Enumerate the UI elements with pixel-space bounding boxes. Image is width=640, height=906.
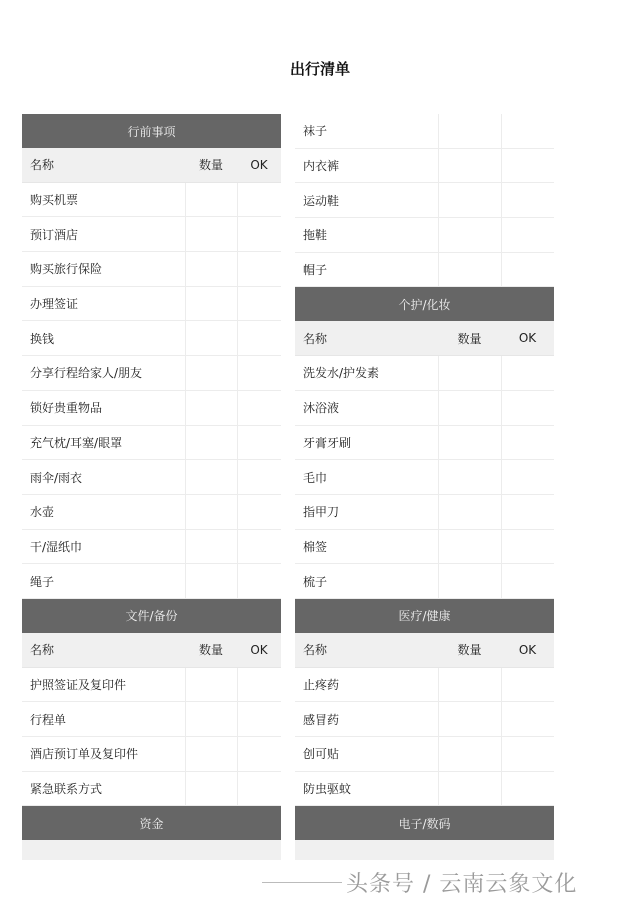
- column-qty-label: 数量: [198, 158, 223, 173]
- column-header-row: [22, 633, 281, 668]
- item-name: 内衣裤: [303, 159, 340, 174]
- item-ok-cell[interactable]: [501, 668, 554, 702]
- checklist-row: [22, 564, 281, 599]
- checklist-row: [22, 495, 281, 530]
- item-name: 行程单: [30, 712, 67, 727]
- item-name: 防虫驱蚊: [303, 782, 352, 797]
- item-name: 梳子: [303, 574, 328, 589]
- section-header-care: 个护/化妆: [295, 287, 554, 321]
- item-qty-cell[interactable]: [185, 183, 237, 217]
- item-ok-cell[interactable]: [501, 426, 554, 460]
- item-name: 感冒药: [303, 712, 340, 727]
- checklist-row: [22, 737, 281, 772]
- item-qty-cell[interactable]: [438, 183, 501, 217]
- item-ok-cell[interactable]: [501, 702, 554, 736]
- checklist-row: [22, 426, 281, 461]
- item-qty-cell[interactable]: [438, 495, 501, 529]
- item-name: 袜子: [303, 124, 328, 139]
- item-qty-cell[interactable]: [438, 426, 501, 460]
- checklist-row: [295, 772, 554, 807]
- item-ok-cell[interactable]: [237, 321, 281, 355]
- item-qty-cell[interactable]: [185, 737, 237, 771]
- funds-section-body: [22, 840, 281, 860]
- item-qty-cell[interactable]: [438, 356, 501, 390]
- item-qty-cell[interactable]: [185, 702, 237, 736]
- item-qty-cell[interactable]: [438, 218, 501, 252]
- item-qty-cell[interactable]: [438, 149, 501, 183]
- item-ok-cell[interactable]: [501, 460, 554, 494]
- clothing-list: [295, 114, 554, 287]
- checklist-row: [295, 530, 554, 565]
- item-qty-cell[interactable]: [185, 495, 237, 529]
- item-name: 洗发水/护发素: [303, 366, 380, 381]
- checklist-row: [22, 217, 281, 252]
- item-ok-cell[interactable]: [501, 391, 554, 425]
- column-name-label: 名称: [303, 643, 328, 658]
- item-ok-cell[interactable]: [501, 530, 554, 564]
- item-qty-cell[interactable]: [438, 564, 501, 598]
- item-qty-cell[interactable]: [438, 737, 501, 771]
- watermark-text: 头条号 / 云南云象文化: [346, 871, 578, 897]
- item-ok-cell[interactable]: [501, 149, 554, 183]
- right-column: [295, 114, 554, 860]
- item-ok-cell[interactable]: [237, 737, 281, 771]
- item-ok-cell[interactable]: [501, 253, 554, 287]
- item-name: 换钱: [30, 331, 55, 346]
- item-name: 雨伞/雨衣: [30, 470, 83, 485]
- item-qty-cell[interactable]: [438, 391, 501, 425]
- item-ok-cell[interactable]: [237, 287, 281, 321]
- item-ok-cell[interactable]: [237, 183, 281, 217]
- item-name: 购买机票: [30, 193, 79, 208]
- item-ok-cell[interactable]: [237, 530, 281, 564]
- item-name: 创可贴: [303, 747, 340, 762]
- checklist-row: [295, 495, 554, 530]
- checklist-row: [22, 391, 281, 426]
- item-ok-cell[interactable]: [237, 668, 281, 702]
- item-qty-cell[interactable]: [185, 287, 237, 321]
- checklist-row: [22, 287, 281, 322]
- checklist-row: [22, 668, 281, 703]
- item-name: 分享行程给家人/朋友: [30, 366, 143, 381]
- watermark: [262, 866, 632, 898]
- item-name: 牙膏牙刷: [303, 435, 352, 450]
- item-qty-cell[interactable]: [438, 253, 501, 287]
- item-ok-cell[interactable]: [501, 114, 554, 148]
- page-title: 出行清单: [289, 60, 350, 78]
- section-header-medical: 医疗/健康: [295, 599, 554, 633]
- item-name: 酒店预订单及复印件: [30, 747, 139, 762]
- item-name: 毛巾: [303, 470, 328, 485]
- column-ok-label: OK: [250, 642, 268, 657]
- item-name: 绳子: [30, 574, 55, 589]
- section-header-electronics: 电子/数码: [295, 806, 554, 840]
- section-header-documents: 文件/备份: [22, 599, 281, 633]
- checklist-row: [295, 183, 554, 218]
- left-column: [22, 114, 281, 860]
- item-ok-cell[interactable]: [501, 356, 554, 390]
- item-ok-cell[interactable]: [501, 495, 554, 529]
- item-name: 购买旅行保险: [30, 262, 103, 277]
- item-qty-cell[interactable]: [185, 321, 237, 355]
- item-name: 紧急联系方式: [30, 782, 103, 797]
- column-header-row: [295, 633, 554, 668]
- item-qty-cell[interactable]: [185, 460, 237, 494]
- item-ok-cell[interactable]: [501, 737, 554, 771]
- item-ok-cell[interactable]: [237, 495, 281, 529]
- checklist-row: [295, 114, 554, 149]
- section-header-funds: 资金: [22, 806, 281, 840]
- checklist-row: [295, 253, 554, 288]
- checklist-row: [295, 737, 554, 772]
- checklist-row: [295, 702, 554, 737]
- item-ok-cell[interactable]: [237, 391, 281, 425]
- checklist-row: [295, 218, 554, 253]
- item-qty-cell[interactable]: [438, 668, 501, 702]
- item-qty-cell[interactable]: [185, 356, 237, 390]
- item-name: 帽子: [303, 263, 328, 278]
- item-name: 指甲刀: [303, 505, 340, 520]
- checklist-row: [22, 772, 281, 807]
- column-name-label: 名称: [303, 331, 328, 346]
- checklist-row: [22, 252, 281, 287]
- checklist-row: [295, 149, 554, 184]
- checklist-row: [295, 460, 554, 495]
- column-name-label: 名称: [30, 158, 55, 173]
- item-ok-cell[interactable]: [501, 183, 554, 217]
- item-name: 干/湿纸巾: [30, 539, 83, 554]
- item-qty-cell[interactable]: [185, 530, 237, 564]
- item-ok-cell[interactable]: [501, 218, 554, 252]
- item-ok-cell[interactable]: [501, 772, 554, 806]
- item-qty-cell[interactable]: [438, 702, 501, 736]
- item-qty-cell[interactable]: [185, 668, 237, 702]
- item-qty-cell[interactable]: [185, 426, 237, 460]
- item-name: 沐浴液: [303, 401, 340, 416]
- item-name: 办理签证: [30, 297, 79, 312]
- checklist-row: [22, 183, 281, 218]
- watermark-line: [262, 882, 342, 883]
- checklist-row: [22, 460, 281, 495]
- item-qty-cell[interactable]: [438, 114, 501, 148]
- item-name: 运动鞋: [303, 193, 340, 208]
- item-qty-cell[interactable]: [438, 772, 501, 806]
- item-qty-cell[interactable]: [185, 391, 237, 425]
- column-qty-label: 数量: [198, 643, 223, 658]
- item-qty-cell[interactable]: [185, 252, 237, 286]
- column-ok-label: OK: [518, 331, 537, 346]
- item-ok-cell[interactable]: [237, 772, 281, 806]
- column-header-row: [22, 148, 281, 183]
- column-header-row: [295, 321, 554, 356]
- item-ok-cell[interactable]: [237, 252, 281, 286]
- column-ok-label: OK: [250, 157, 268, 172]
- checklist-row: [22, 702, 281, 737]
- item-name: 水壶: [30, 505, 55, 520]
- item-ok-cell[interactable]: [237, 217, 281, 251]
- item-qty-cell[interactable]: [185, 564, 237, 598]
- item-ok-cell[interactable]: [237, 460, 281, 494]
- item-name: 充气枕/耳塞/眼罩: [30, 435, 123, 450]
- item-name: 拖鞋: [303, 228, 328, 243]
- documents-list: [22, 668, 281, 807]
- item-qty-cell[interactable]: [438, 530, 501, 564]
- checklist-row: [295, 564, 554, 599]
- checklist-row: [295, 391, 554, 426]
- care-list: [295, 356, 554, 599]
- checklist-row: [22, 321, 281, 356]
- item-qty-cell[interactable]: [185, 772, 237, 806]
- section-header-pre-trip: 行前事项: [22, 114, 281, 148]
- item-qty-cell[interactable]: [185, 217, 237, 251]
- item-name: 预订酒店: [30, 227, 79, 242]
- item-qty-cell[interactable]: [438, 460, 501, 494]
- checklist-row: [295, 356, 554, 391]
- item-name: 锁好贵重物品: [30, 401, 103, 416]
- item-ok-cell[interactable]: [237, 564, 281, 598]
- column-name-label: 名称: [30, 643, 55, 658]
- item-name: 棉签: [303, 539, 328, 554]
- column-ok-label: OK: [518, 642, 537, 657]
- item-ok-cell[interactable]: [237, 426, 281, 460]
- item-ok-cell[interactable]: [501, 564, 554, 598]
- item-name: 护照签证及复印件: [30, 677, 127, 692]
- checklist-row: [22, 356, 281, 391]
- pre-trip-list: [22, 183, 281, 599]
- column-qty-label: 数量: [457, 331, 482, 346]
- checklist-row: [22, 530, 281, 565]
- electronics-section-body: [295, 840, 554, 860]
- item-ok-cell[interactable]: [237, 356, 281, 390]
- checklist-row: [295, 668, 554, 703]
- checklist-row: [295, 426, 554, 461]
- item-ok-cell[interactable]: [237, 702, 281, 736]
- column-qty-label: 数量: [457, 643, 482, 658]
- item-name: 止疼药: [303, 677, 340, 692]
- medical-list: [295, 668, 554, 807]
